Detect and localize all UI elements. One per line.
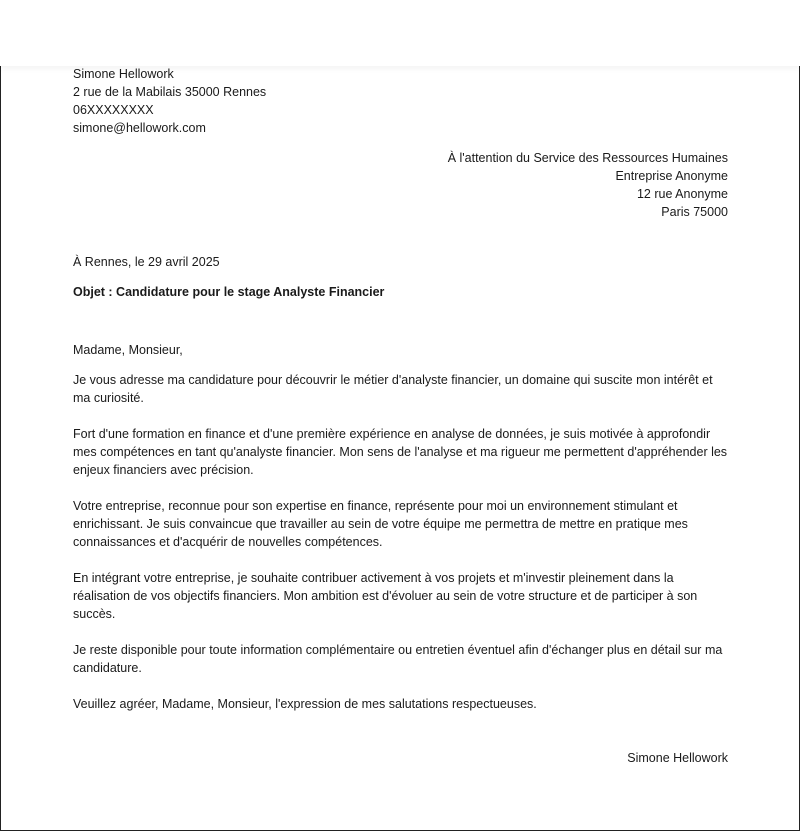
letter-content <box>73 66 728 767</box>
subject-line: Objet : Candidature pour le stage Analyste Financier <box>73 285 385 299</box>
signature: Simone Hellowork <box>627 751 728 765</box>
letter-page <box>0 66 800 831</box>
recipient-city: Paris 75000 <box>661 205 728 219</box>
paragraph: Votre entreprise, reconnue pour son expertise en finance, représente pour moi un environnement stimulant et enrichissant. Je suis convaincue que travailler au sein de votre équipe me permettra de mettre en pratique mes connaissances et d'acquérir de nouvelles compétences. <box>73 499 688 549</box>
sender-address: 2 rue de la Mabilais 35000 Rennes <box>73 85 267 99</box>
recipient-attention: À l'attention du Service des Ressources Humaines <box>447 151 728 165</box>
sender-phone: 06XXXXXXXX <box>73 103 154 117</box>
sender-email: simone@hellowork.com <box>73 121 206 135</box>
salutation: Madame, Monsieur, <box>73 343 183 357</box>
sender-block <box>73 65 728 137</box>
paragraph: Je vous adresse ma candidature pour découvrir le métier d'analyste financier, un domaine qui suscite mon intérêt et ma curiosité. <box>73 373 713 405</box>
top-bar <box>0 0 800 66</box>
sender-name: Simone Hellowork <box>73 67 174 81</box>
recipient-street: 12 rue Anonyme <box>636 187 728 201</box>
date-line: À Rennes, le 29 avril 2025 <box>73 255 220 269</box>
paragraph: Je reste disponible pour toute information complémentaire ou entretien éventuel afin d'échanger plus en détail sur ma candidature. <box>73 643 723 675</box>
letter-body <box>73 371 728 713</box>
closing-paragraph: Veuillez agréer, Madame, Monsieur, l'expression de mes salutations respectueuses. <box>73 697 537 711</box>
recipient-company: Entreprise Anonyme <box>615 169 728 183</box>
recipient-block <box>73 149 728 221</box>
paragraph: Fort d'une formation en finance et d'une première expérience en analyse de données, je suis motivée à approfondir mes compétences en tant qu'analyste financier. Mon sens de l'analyse et ma rigueur me permettent d'appréhender les enjeux financiers avec précision. <box>73 427 728 477</box>
paragraph: En intégrant votre entreprise, je souhaite contribuer activement à vos projets et m'investir pleinement dans la réalisation de vos objectifs financiers. Mon ambition est d'évoluer au sein de votre structure et de participer à son succès. <box>73 571 698 621</box>
